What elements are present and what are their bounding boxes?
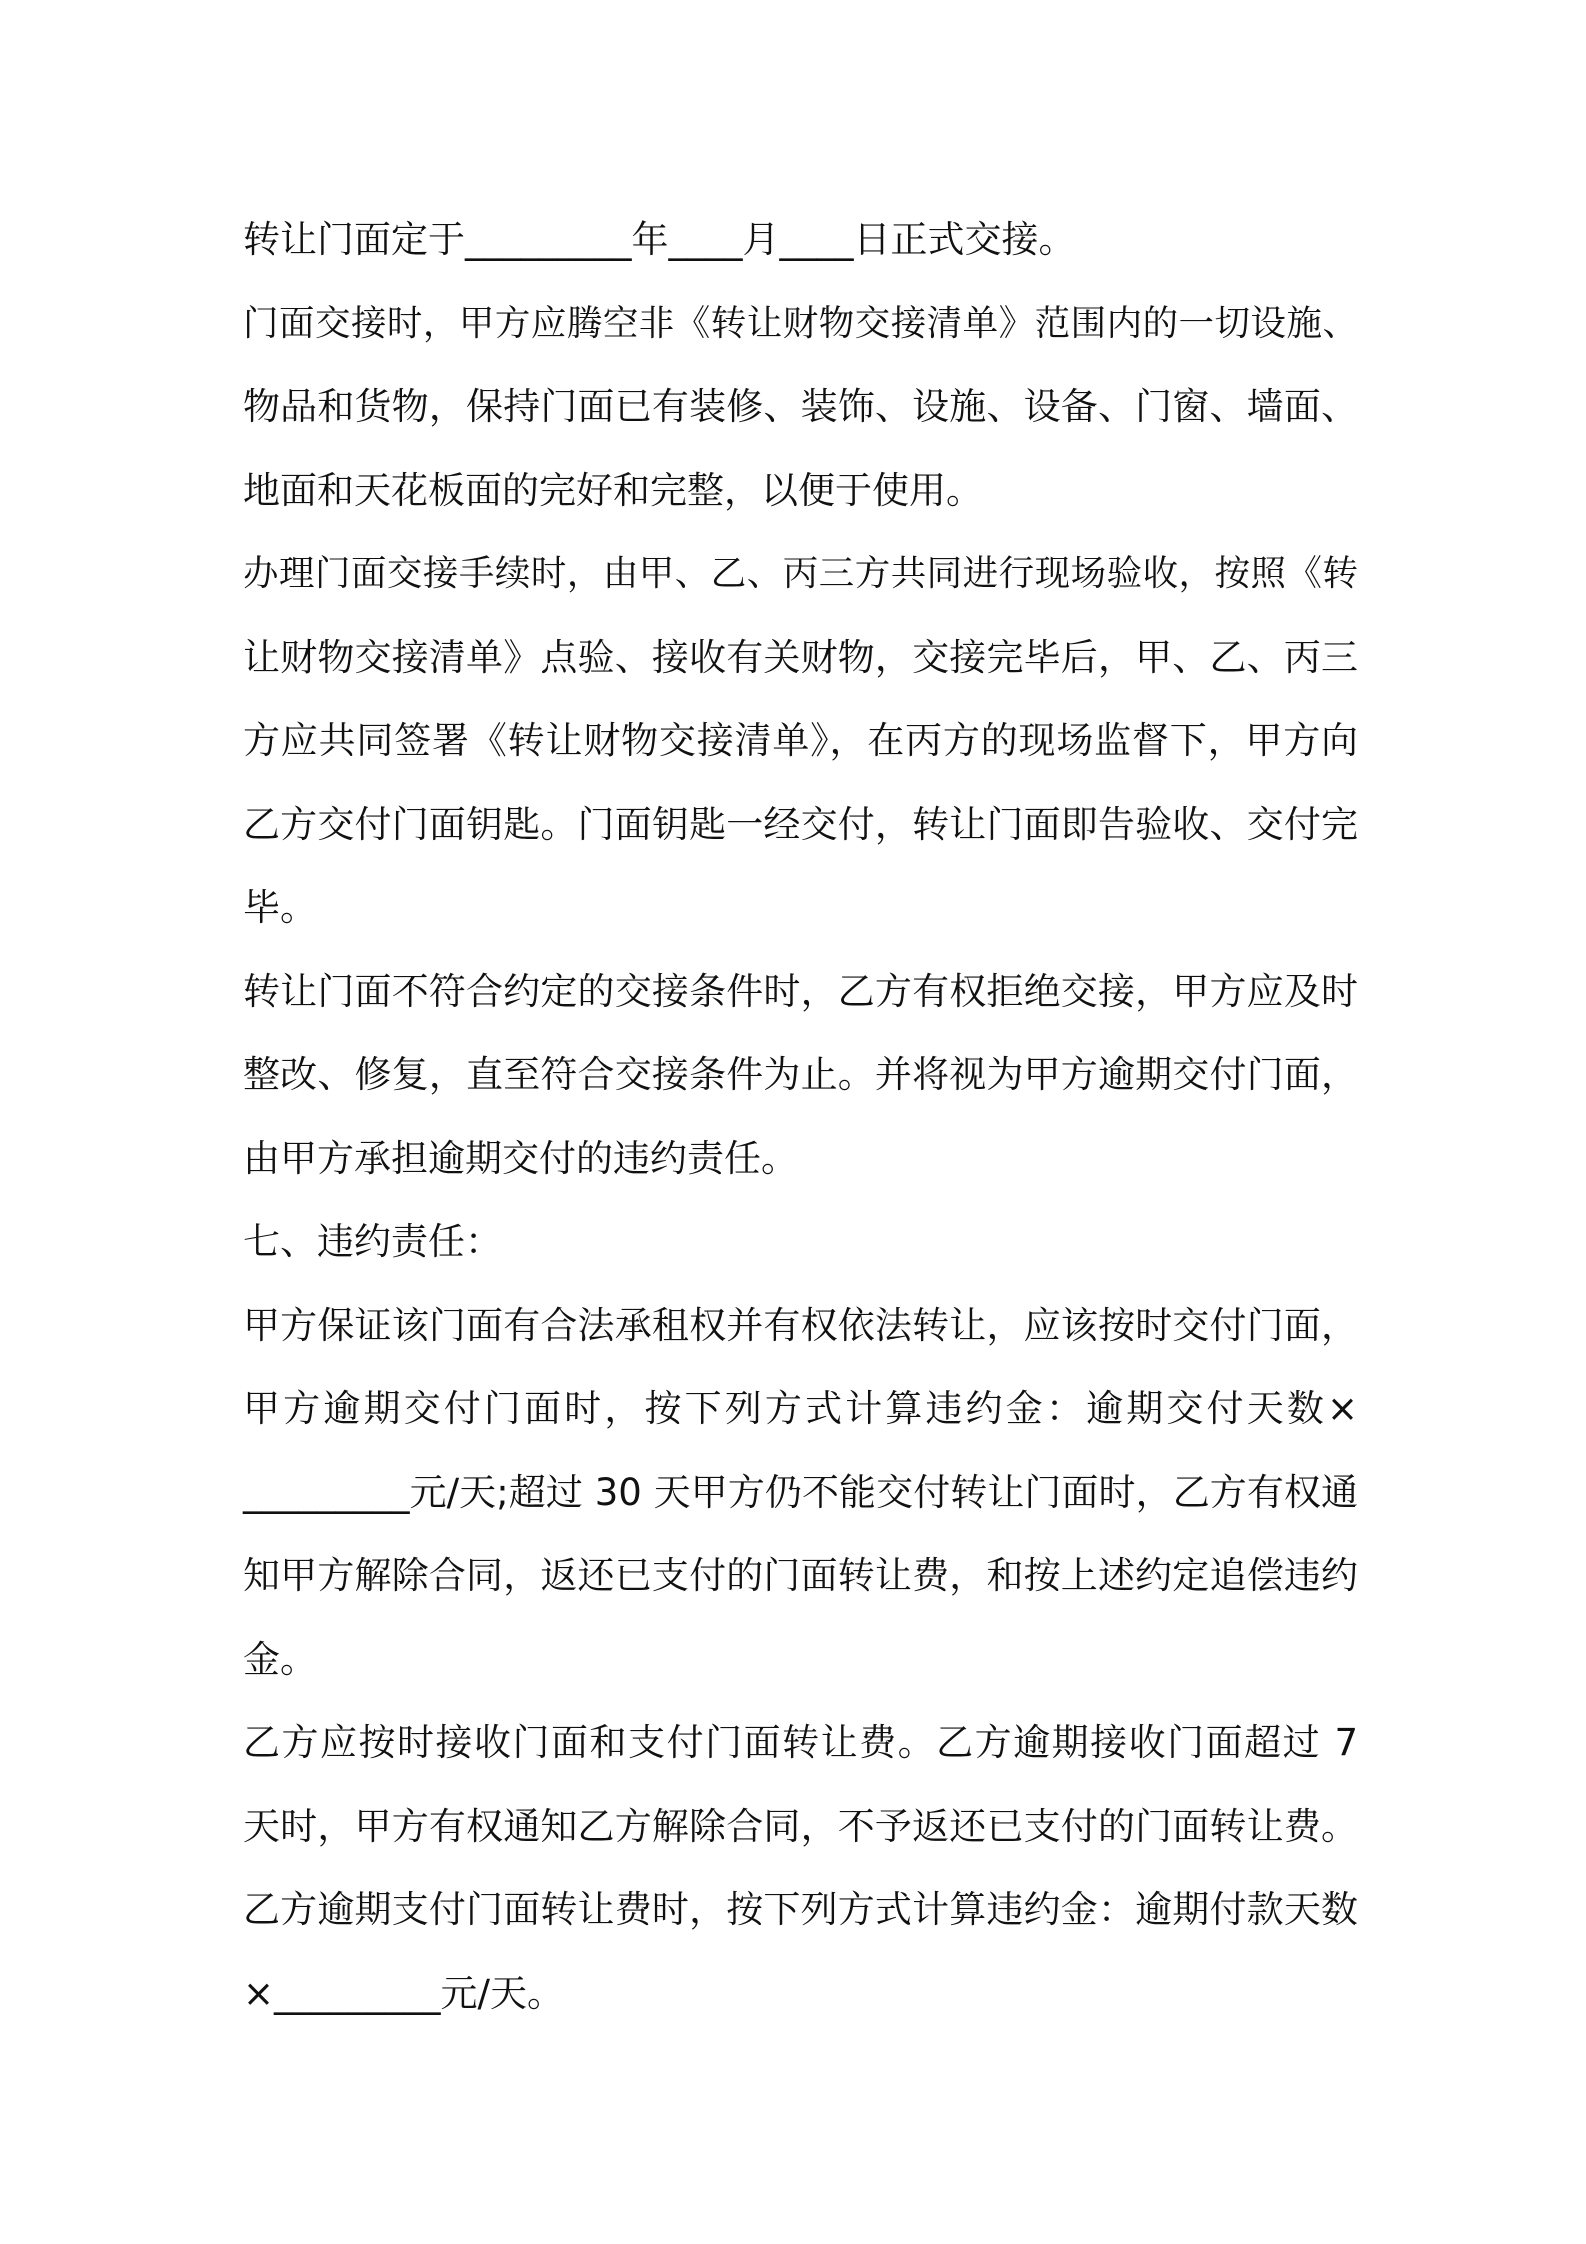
text-line: 整改、修复，直至符合交接条件为止。并将视为甲方逾期交付门面， (243, 1053, 1358, 1096)
text-line: 甲方逾期交付门面时，按下列方式计算违约金：逾期交付天数× (243, 1387, 1358, 1430)
section-heading: 七、违约责任： (243, 1220, 502, 1263)
text-line: _________元/天;超过 30 天甲方仍不能交付转让门面时，乙方有权通 (243, 1470, 1358, 1514)
text-line: 物品和货物，保持门面已有装修、装饰、设施、设备、门窗、墙面、 (243, 385, 1358, 428)
text-line: 让财物交接清单》点验、接收有关财物，交接完毕后，甲、乙、丙三 (243, 635, 1358, 679)
text-line: 方应共同签署《转让财物交接清单》，在丙方的现场监督下，甲方向 (243, 719, 1358, 762)
text-line: 天时，甲方有权通知乙方解除合同，不予返还已支付的门面转让费。 (243, 1804, 1358, 1848)
text-line: 转让门面不符合约定的交接条件时，乙方有权拒绝交接，甲方应及时 (243, 969, 1358, 1013)
document-body (243, 198, 1358, 2035)
text-line: ×_________元/天。 (243, 1971, 564, 2015)
text-line: 办理门面交接手续时，由甲、乙、丙三方共同进行现场验收，按照《转 (243, 553, 1358, 594)
text-line: 由甲方承担逾期交付的违约责任。 (243, 1136, 798, 1180)
text-line: 乙方交付门面钥匙。门面钥匙一经交付，转让门面即告验收、交付完 (243, 802, 1358, 846)
text-line: 金。 (243, 1637, 317, 1681)
text-line: 地面和天花板面的完好和完整，以便于使用。 (243, 468, 983, 512)
text-line: 甲方保证该门面有合法承租权并有权依法转让，应该按时交付门面， (243, 1303, 1358, 1347)
text-line: 转让门面定于_________年____月____日正式交接。 (243, 218, 1076, 261)
text-line: 毕。 (243, 886, 317, 929)
text-line: 知甲方解除合同，返还已支付的门面转让费，和按上述约定追偿违约 (243, 1554, 1358, 1597)
text-line: 乙方逾期支付门面转让费时，按下列方式计算违约金：逾期付款天数 (243, 1888, 1358, 1931)
text-line: 门面交接时，甲方应腾空非《转让财物交接清单》范围内的一切设施、 (243, 302, 1358, 344)
text-line: 乙方应按时接收门面和支付门面转让费。乙方逾期接收门面超过 7 (243, 1721, 1358, 1764)
